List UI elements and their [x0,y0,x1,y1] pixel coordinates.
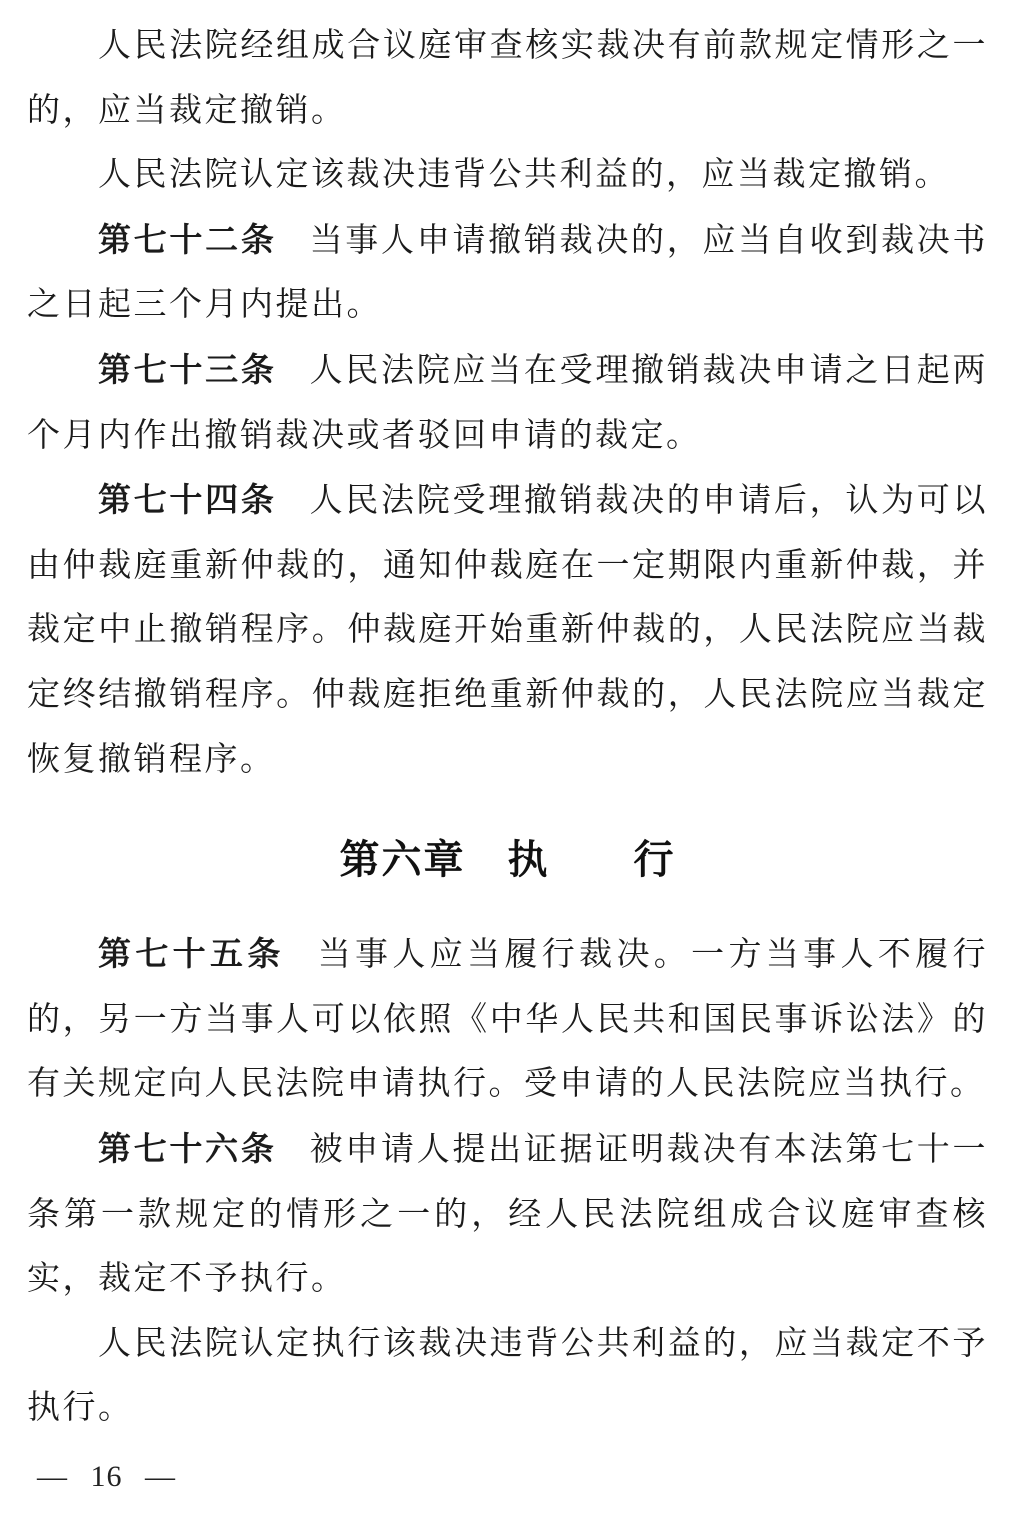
page-number: — 16 — [37,1459,176,1493]
article-paragraph [27,1117,988,1312]
article-paragraph [27,922,988,1117]
page-footer [37,1457,988,1497]
article-paragraph [27,468,988,792]
paragraph: 人民法院认定该裁决违背公共利益的，应当裁定撤销。 [98,157,950,194]
article-paragraph [27,338,988,468]
article-number: 第七十二条 [98,220,277,258]
article-number: 第七十四条 [98,481,277,519]
article-number: 第七十六条 [98,1129,277,1167]
article-text: 人民法院受理撤销裁决的申请后，认为可以由仲裁庭重新仲裁的，通知仲裁庭在一定期限内重新仲裁，并裁定中止撤销程序。仲裁庭开始重新仲裁的，人民法院应当裁定终结撤销程序。仲裁庭拒绝重新仲裁的，人民法院应当裁定恢复撤销程序。 [27,483,989,778]
article-number: 第七十三条 [98,350,277,388]
article-number: 第七十五条 [98,935,285,973]
article-text: 人民法院应当在受理撤销裁决申请之日起两个月内作出撤销裁决或者驳回申请的裁定。 [27,352,989,454]
paragraph: 人民法院经组成合议庭审查核实裁决有前款规定情形之一的，应当裁定撤销。 [27,28,988,129]
article-text: 被申请人提出证据证明裁决有本法第七十一条第一款规定的情形之一的，经人民法院组成合议庭审查核实，裁定不予执行。 [27,1131,989,1298]
paragraph: 人民法院认定执行该裁决违背公共利益的，应当裁定不予执行。 [27,1325,988,1427]
article-text: 当事人应当履行裁决。一方当事人不履行的，另一方当事人可以依照《中华人民共和国民事诉讼法》的有关规定向人民法院申请执行。受申请的人民法院应当执行。 [27,937,989,1103]
article-text: 当事人申请撤销裁决的，应当自收到裁决书之日起三个月内提出。 [27,222,989,324]
article-paragraph [27,208,988,338]
chapter-heading: 第六章 执 行 [339,838,676,883]
